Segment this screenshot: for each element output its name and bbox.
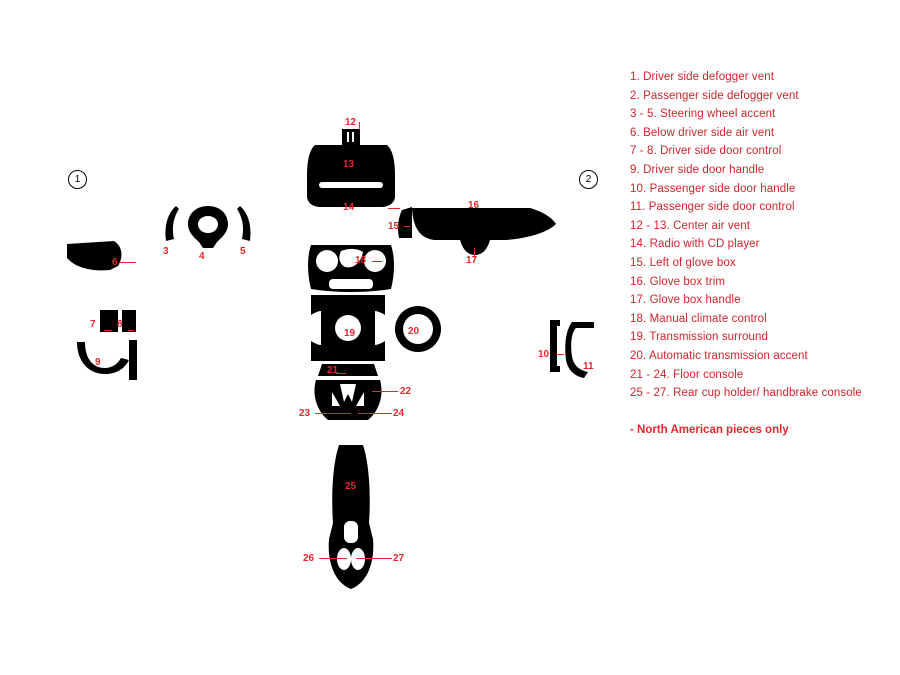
part-shape-4 [187,205,229,249]
leader-12 [359,122,360,130]
legend-item-17: 21 - 24. Floor console [630,368,744,381]
leader-7 [104,330,112,331]
callout-15: 15 [388,221,400,232]
callout-19: 19 [344,328,356,339]
legend-item-13: 17. Glove box handle [630,294,741,307]
callout-11: 11 [583,361,594,372]
callout-9: 9 [95,357,101,368]
part-shape-10 [548,318,562,374]
legend-item-7: 10. Passenger side door handle [630,182,796,195]
part-shape-17 [458,234,492,256]
callout-5: 5 [240,246,246,257]
part-shape-5 [236,205,254,243]
callout-16: 16 [468,200,480,211]
leader-27 [356,558,392,559]
callout-7: 7 [90,319,96,330]
callout-22: 22 [400,386,412,397]
leader-26 [319,558,347,559]
callout-8: 8 [117,319,123,330]
callout-27: 27 [393,553,405,564]
legend-item-3: 3 - 5. Steering wheel accent [630,108,776,121]
leader-6 [120,262,136,263]
legend-item-6: 9. Driver side door handle [630,163,765,176]
legend-item-2: 2. Passenger side defogger vent [630,89,799,102]
legend-item-9: 12 - 13. Center air vent [630,219,751,232]
leader-16 [388,208,400,209]
leader-10 [556,354,564,355]
callout-12: 12 [345,117,357,128]
callout-20: 20 [408,326,420,337]
leader-22 [372,391,398,392]
callout-10: 10 [538,349,550,360]
legend-item-16: 20. Automatic transmission accent [630,349,808,362]
callout-18: 18 [355,255,367,266]
callout-23: 23 [299,408,311,419]
callout-1: 1 [68,170,87,189]
callout-4: 4 [199,251,205,262]
leader-18 [372,261,382,262]
leader-8 [128,330,134,331]
leader-24 [358,413,392,414]
part-shape-21-24 [308,362,388,424]
callout-17: 17 [466,255,478,266]
legend-item-10: 14. Radio with CD player [630,238,760,251]
callout-2: 2 [579,170,598,189]
legend-list [630,68,880,439]
leader-23 [315,413,351,414]
legend-item-8: 11. Passenger side door control [630,201,795,214]
part-shape-25-27 [327,443,375,591]
part-shape-9 [73,340,139,382]
callout-3: 3 [163,246,169,257]
callout-24: 24 [393,408,405,419]
callout-26: 26 [303,553,315,564]
leader-15 [404,226,410,227]
legend-item-18: 25 - 27. Rear cup holder/ handbrake console [630,387,862,400]
part-shape-18 [305,243,397,293]
legend-item-4: 6. Below driver side air vent [630,126,775,139]
legend-item-1: 1. Driver side defogger vent [630,71,775,83]
legend-item-5: 7 - 8. Driver side door control [630,145,782,158]
callout-21: 21 [327,365,339,376]
legend-item-14: 18. Manual climate control [630,312,767,325]
part-shape-3 [162,205,180,243]
callout-13: 13 [343,159,355,170]
callout-14: 14 [343,202,355,213]
legend-note: - North American pieces only [630,423,789,436]
legend-item-12: 16. Glove box trim [630,275,726,288]
callout-25: 25 [345,481,357,492]
legend-item-11: 15. Left of glove box [630,256,736,269]
legend-item-15: 19. Transmission surround [630,331,769,344]
callout-6: 6 [112,257,118,268]
